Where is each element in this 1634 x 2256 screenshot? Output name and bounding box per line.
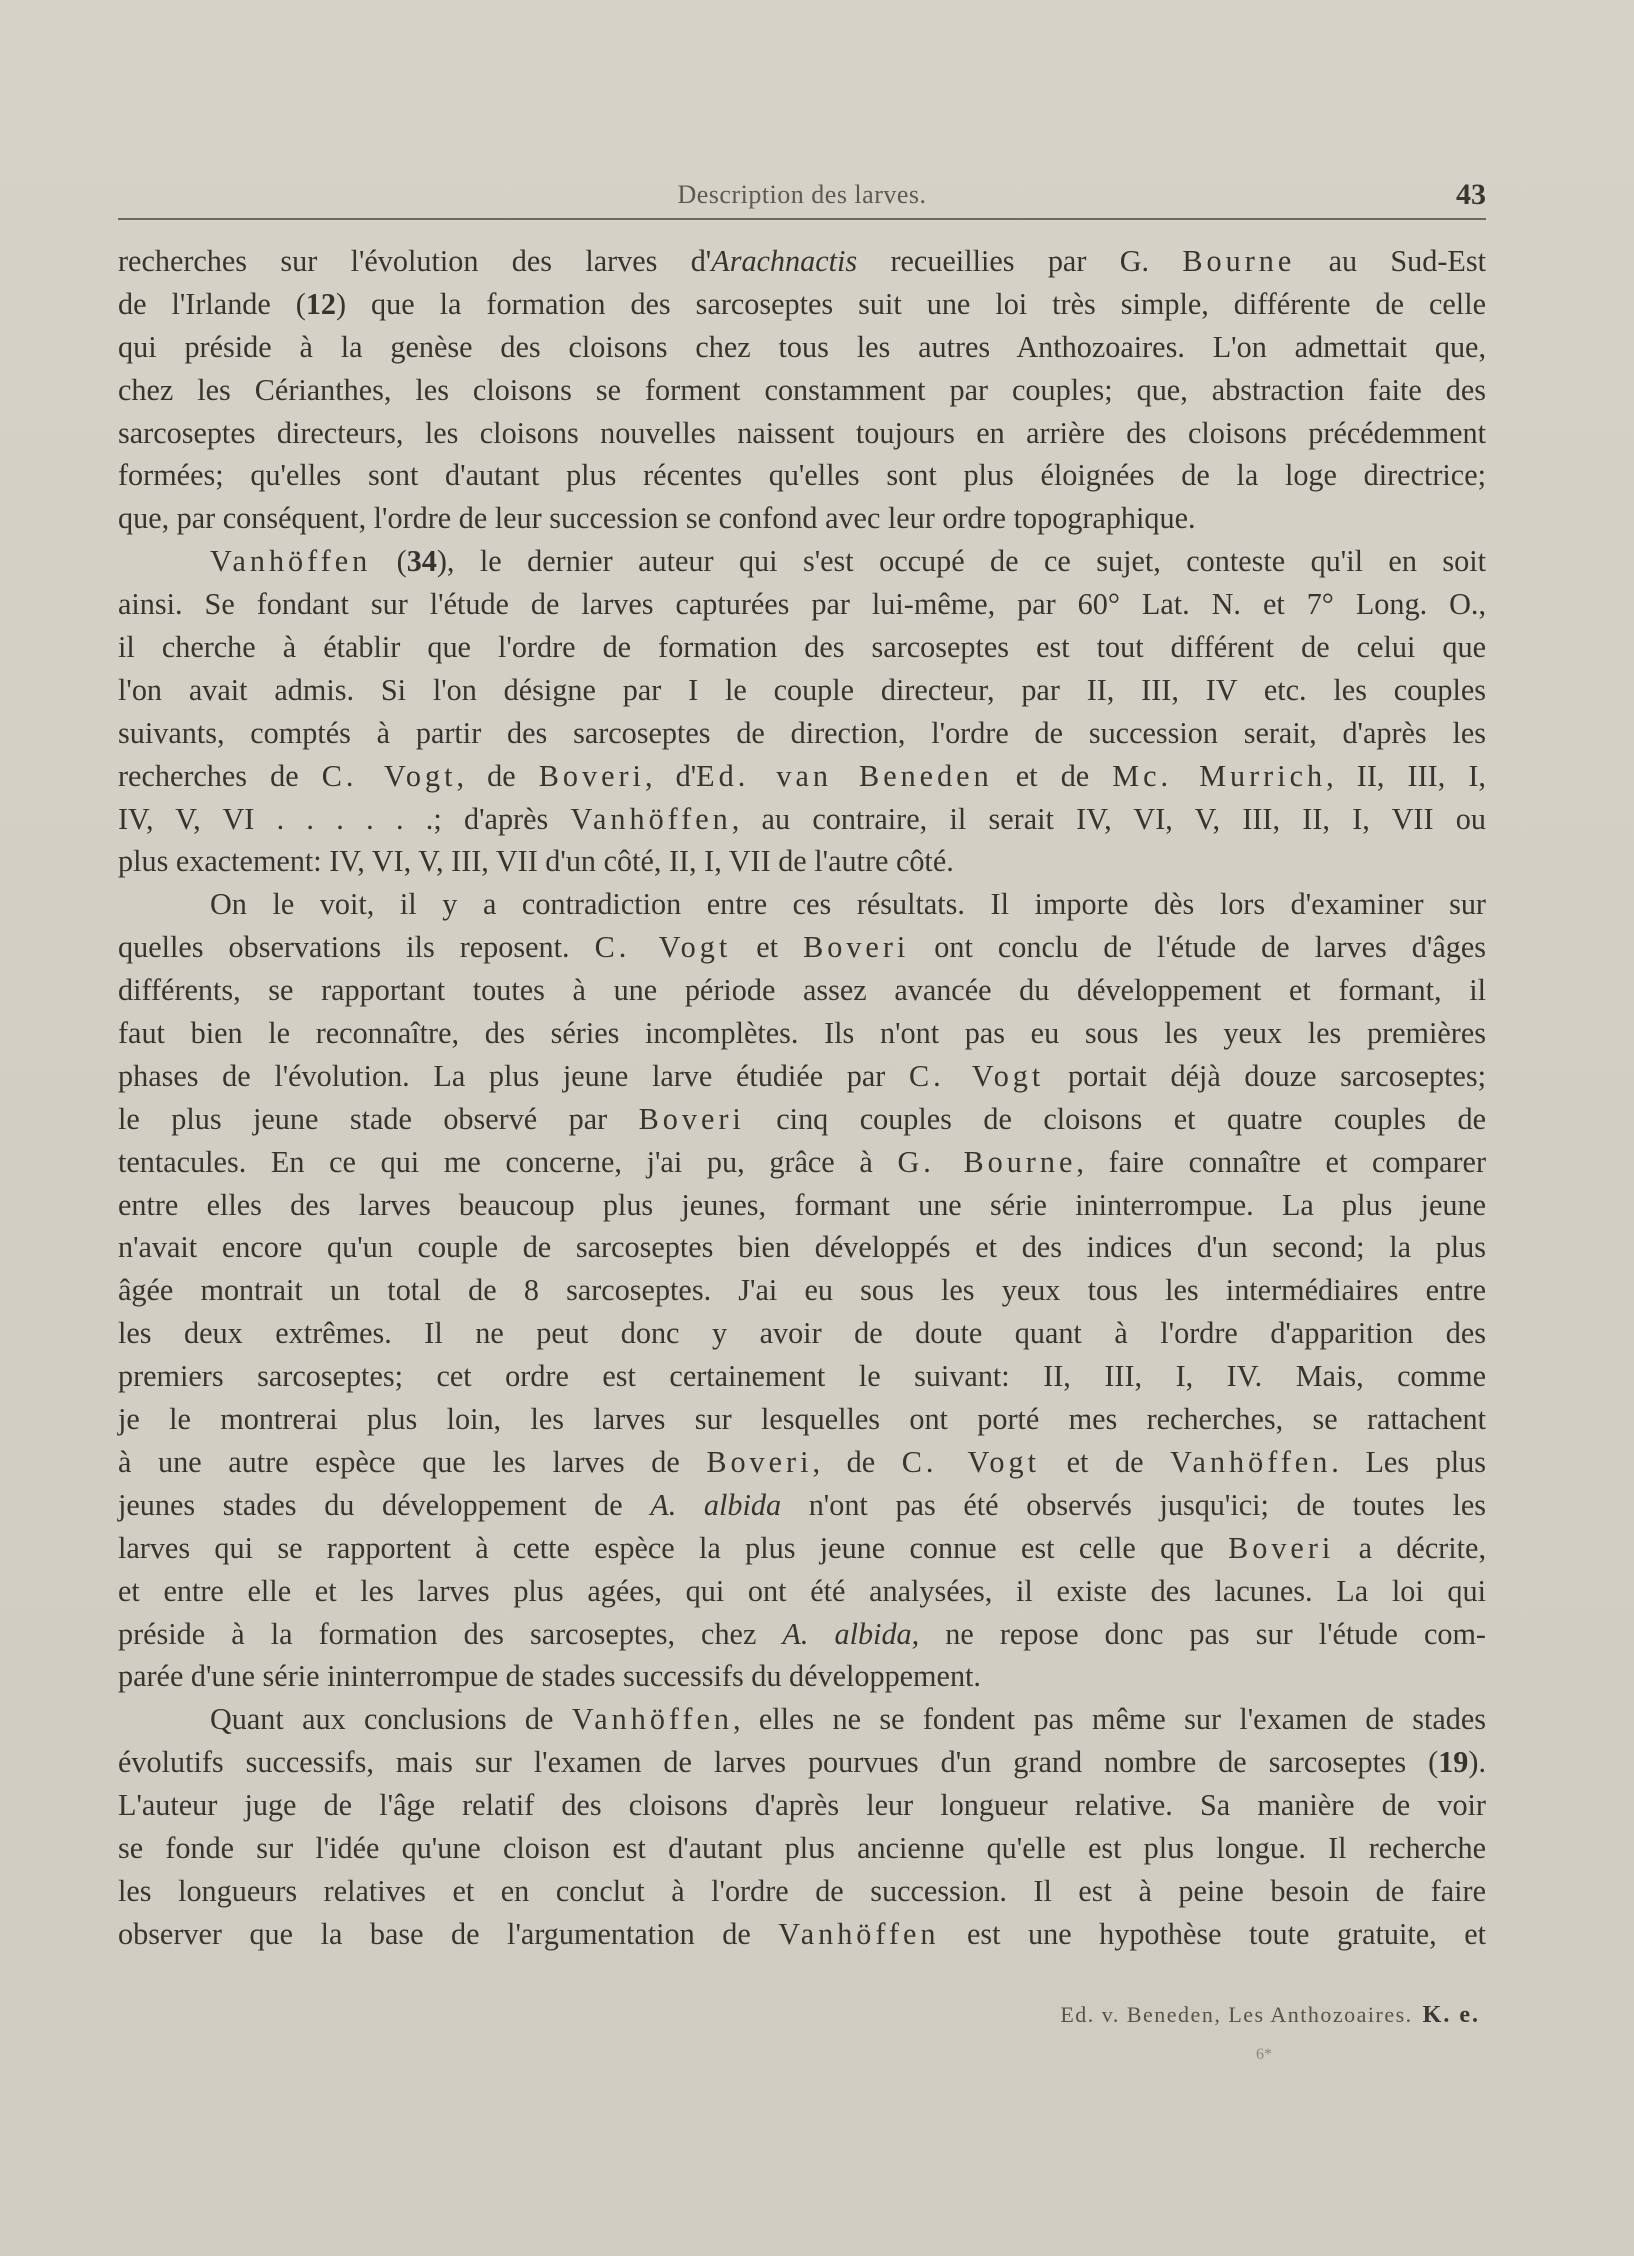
text-line: L'auteur juge de l'âge relatif des cloisons d'après leur longueur relative. Sa manière de voir xyxy=(118,1788,1486,1823)
text-line: l'on avait admis. Si l'on désigne par I le couple directeur, par II, III, IV etc. les couples xyxy=(118,672,1486,707)
text-line: les deux extrêmes. Il ne peut donc y avoir de doute quant à l'ordre d'apparition des xyxy=(118,1316,1486,1351)
text-line: que, par conséquent, l'ordre de leur succession se confond avec leur ordre topographique. xyxy=(118,501,1196,536)
text-line: recherches sur l'évolution des larves d'Arachnactis recueillies par G. Bourne au Sud-Est xyxy=(118,244,1486,278)
page-number: 43 xyxy=(1456,178,1486,211)
text-line: ainsi. Se fondant sur l'étude de larves capturées par lui-même, par 60° Lat. N. et 7° Long. O., xyxy=(118,587,1486,622)
text-line: Vanhöffen (34), le dernier auteur qui s'est occupé de ce sujet, conteste qu'il en soit xyxy=(210,544,1486,579)
text-line: quelles observations ils reposent. C. Vogt et Boveri ont conclu de l'étude de larves d'âges xyxy=(118,930,1486,965)
text-line: phases de l'évolution. La plus jeune larve étudiée par C. Vogt portait déjà douze sarcoseptes; xyxy=(118,1058,1486,1093)
text-line: les longueurs relatives et en conclut à l'ordre de succession. Il est à peine besoin de faire xyxy=(118,1873,1486,1908)
text-line: n'avait encore qu'un couple de sarcoseptes bien développés et des indices d'un second; la plus xyxy=(118,1230,1486,1265)
text-line: le plus jeune stade observé par Boveri cinq couples de cloisons et quatre couples de xyxy=(118,1101,1486,1136)
text-line: à une autre espèce que les larves de Boveri, de C. Vogt et de Vanhöffen. Les plus xyxy=(118,1444,1486,1479)
header-rule xyxy=(118,218,1486,220)
running-header xyxy=(118,178,1486,218)
text-line: IV, V, VI . . . . . .; d'après Vanhöffen, au contraire, il serait IV, VI, V, III, II, I, VII ou xyxy=(118,801,1486,836)
text-line: formées; qu'elles sont d'autant plus récentes qu'elles sont plus éloignées de la loge directrice; xyxy=(118,458,1486,493)
text-line: jeunes stades du développement de A. albida n'ont pas été observés jusqu'ici; de toutes les xyxy=(118,1487,1486,1522)
text-line: Quant aux conclusions de Vanhöffen, elles ne se fondent pas même sur l'examen de stades xyxy=(210,1702,1486,1737)
text-line: chez les Cérianthes, les cloisons se forment constamment par couples; que, abstraction faite des xyxy=(118,372,1486,407)
text-line: tentacules. En ce qui me concerne, j'ai pu, grâce à G. Bourne, faire connaître et comparer xyxy=(118,1144,1486,1179)
text-line: recherches de C. Vogt, de Boveri, d'Ed. van Beneden et de Mc. Murrich, II, III, I, xyxy=(118,758,1486,793)
text-line: différents, se rapportant toutes à une période assez avancée du développement et formant, il xyxy=(118,973,1486,1008)
running-title: Description des larves. xyxy=(677,180,927,209)
text-line: je le montrerai plus loin, les larves sur lesquelles ont porté mes recherches, se rattachent xyxy=(118,1402,1486,1437)
text-line: et entre elle et les larves plus agées, qui ont été analysées, il existe des lacunes. La loi qui xyxy=(118,1573,1486,1608)
text-line: qui préside à la genèse des cloisons chez tous les autres Anthozoaires. L'on admettait que, xyxy=(118,329,1486,364)
text-line: de l'Irlande (12) que la formation des sarcoseptes suit une loi très simple, différente de celle xyxy=(118,286,1486,321)
footer-credit xyxy=(1060,2002,1480,2029)
text-line: évolutifs successifs, mais sur l'examen de larves pourvues d'un grand nombre de sarcoseptes (19). xyxy=(118,1745,1486,1780)
text-line: larves qui se rapportent à cette espèce la plus jeune connue est celle que Boveri a décrite, xyxy=(118,1530,1486,1565)
text-line: suivants, comptés à partir des sarcoseptes de direction, l'ordre de succession serait, d'après les xyxy=(118,715,1486,750)
text-line: âgée montrait un total de 8 sarcoseptes. J'ai eu sous les yeux tous les intermédiaires entre xyxy=(118,1273,1486,1308)
signature-mark: K. e. xyxy=(1422,2002,1480,2028)
text-line: faut bien le reconnaître, des séries incomplètes. Ils n'ont pas eu sous les yeux les premières xyxy=(118,1016,1486,1051)
text-line: observer que la base de l'argumentation de Vanhöffen est une hypothèse toute gratuite, et xyxy=(118,1916,1486,1951)
text-line: sarcoseptes directeurs, les cloisons nouvelles naissent toujours en arrière des cloisons précédemment xyxy=(118,415,1486,450)
text-line: préside à la formation des sarcoseptes, chez A. albida, ne repose donc pas sur l'étude com- xyxy=(118,1616,1486,1651)
text-line: parée d'une série ininterrompue de stades successifs du développement. xyxy=(118,1659,981,1694)
text-line: entre elles des larves beaucoup plus jeunes, formant une série ininterrompue. La plus jeune xyxy=(118,1187,1486,1222)
body-text xyxy=(118,240,1486,1956)
text-line: se fonde sur l'idée qu'une cloison est d'autant plus ancienne qu'elle est plus longue. Il recherche xyxy=(118,1830,1486,1865)
text-line: plus exactement: IV, VI, V, III, VII d'un côté, II, I, VII de l'autre côté. xyxy=(118,844,954,879)
text-line: On le voit, il y a contradiction entre ces résultats. Il importe dès lors d'examiner sur xyxy=(210,887,1486,922)
sheet-signature: 6* xyxy=(1256,2046,1272,2063)
credit-text: Ed. v. Beneden, Les Anthozoaires. xyxy=(1060,2002,1413,2027)
text-line: premiers sarcoseptes; cet ordre est certainement le suivant: II, III, I, IV. Mais, comme xyxy=(118,1359,1486,1394)
text-line: il cherche à établir que l'ordre de formation des sarcoseptes est tout différent de celui que xyxy=(118,630,1486,665)
